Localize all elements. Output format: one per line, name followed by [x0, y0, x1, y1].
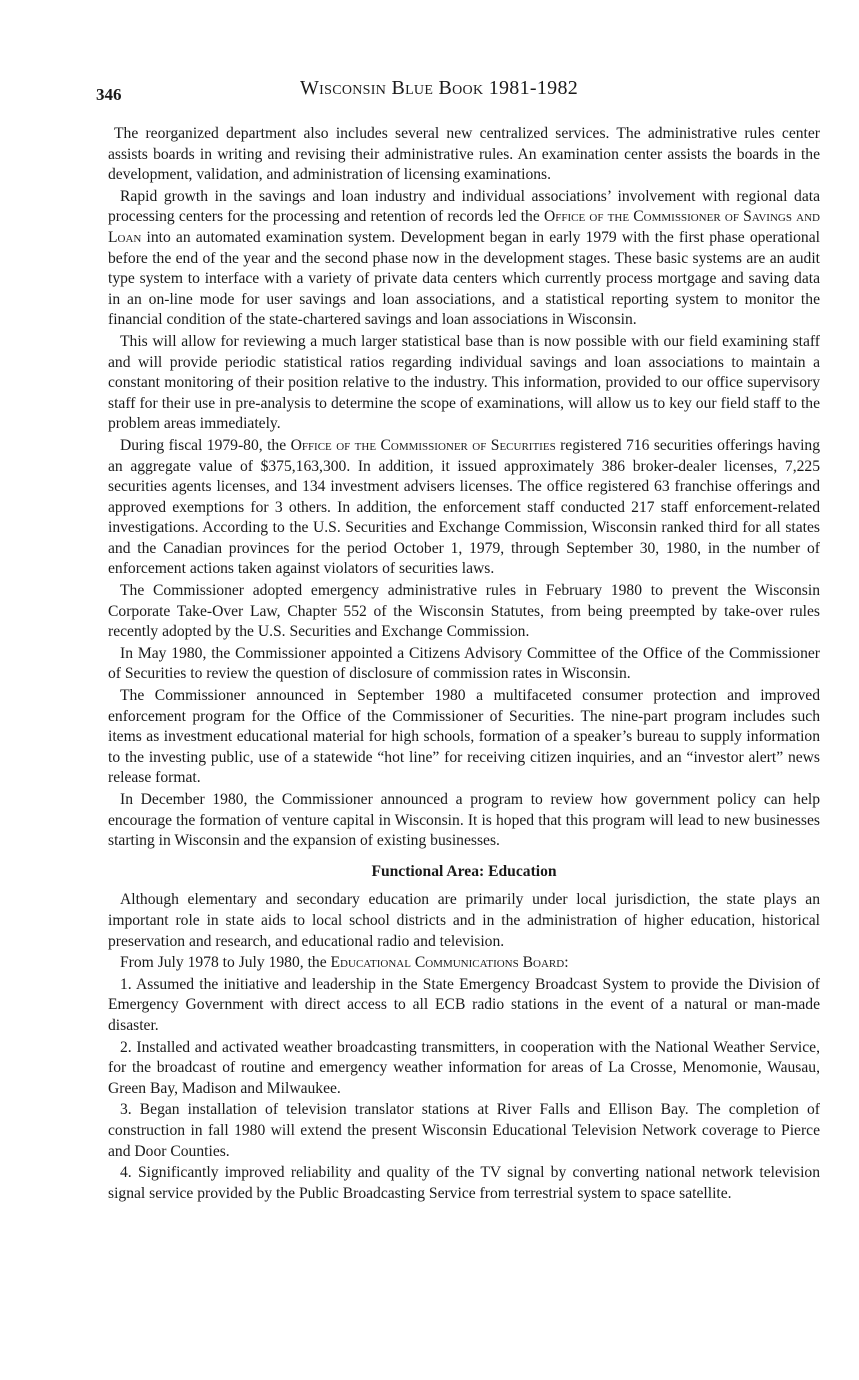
paragraph-education-intro: Although elementary and secondary education are primarily under local jurisdiction, the state plays an important role in state aids to local school districts and in the administration of higher education, historical preservation and research, and educational radio and television.: [108, 891, 820, 950]
running-title-text: Wisconsin Blue Book: [300, 77, 484, 99]
agency-name: Educational Communications Board: [330, 954, 565, 972]
paragraph-consumer-protection: The Commissioner announced in September 1980 a multifaceted consumer protection and improved enforcement program for the Office of the Commissioner of Securities. The nine-part program includes such items as investment educational material for high schools, formation of a speaker’s bureau to supply information to the investing public, use of a statewide “hot line” for receiving citizen inquiries, and an “investor alert” news release format.: [108, 687, 820, 787]
paragraph-text: Rapid growth in the savings and loan industry and individual associations’ involvement with regional data processing centers for the processing and retention of records led the: [108, 187, 820, 226]
running-title-years: 1981-1982: [488, 77, 579, 99]
paragraph-text: From July 1978 to July 1980, the: [120, 954, 331, 972]
paragraph-advisory-committee: In May 1980, the Commissioner appointed a Citizens Advisory Committee of the Office of the Commissioner of Securities to review the question of disclosure of commission rates in Wisconsin.: [108, 644, 820, 683]
section-heading: Functional Area: Education: [371, 862, 557, 880]
paragraph-text: into an automated examination system. Development began in early 1979 with the first phase operational before the end of the year and the second phase now in the development stages. These basic systems are an audit type system to interface with a variety of private data centers which currently process mortgage and saving data in an on-line mode for user savings and loan associations, and a statistical reporting system to monitor the financial condition of the state-chartered savings and loan associations in Wisconsin.: [108, 228, 820, 329]
paragraph-statistical-base: This will allow for reviewing a much larger statistical base than is now possible with our field examining staff and will provide periodic statistical ratios regarding individual savings and loan associations to maintain a constant monitoring of their position relative to the industry. This information, provided to our office supervisory staff for their use in pre-analysis to determine the scope of examinations, will allow us to key our field staff to the problem areas immediately.: [108, 332, 820, 433]
body-text: [108, 124, 820, 1205]
paragraph-text: :: [564, 954, 569, 972]
paragraph-text: During fiscal 1979-80, the: [120, 436, 291, 454]
paragraph-savings-and-loan: [108, 187, 820, 331]
paragraph-reorganized-department: The reorganized department also includes several new centralized services. The administrative rules center assists boards in writing and revising their administrative rules. An examination center assists the boards in the development, validation, and administration of licensing examinations.: [108, 125, 820, 184]
list-item-satellite-signal: 4. Significantly improved reliability and quality of the TV signal by converting national network television signal service provided by the Public Broadcasting Service from terrestrial system to space satellite.: [108, 1164, 820, 1202]
paragraph-securities-fiscal: [108, 436, 820, 580]
list-item-translator-stations: 3. Began installation of television translator stations at River Falls and Ellison Bay. The completion of construction in fall 1980 will extend the present Wisconsin Educational Television Network coverage to Pierce and Door Counties.: [108, 1101, 820, 1160]
running-title: [300, 77, 578, 100]
page-number: 346: [96, 85, 122, 104]
paragraph-emergency-rules: The Commissioner adopted emergency administrative rules in February 1980 to prevent the Wisconsin Corporate Take-Over Law, Chapter 552 of the Wisconsin Statutes, from being preempted by take-over rules recently adopted by the U.S. Securities and Exchange Commission.: [108, 582, 820, 641]
paragraph-venture-capital: In December 1980, the Commissioner announced a program to review how government policy can help encourage the formation of venture capital in Wisconsin. It is hoped that this program will lead to new businesses starting in Wisconsin and the expansion of existing businesses.: [108, 791, 820, 850]
list-item-weather-transmitters: 2. Installed and activated weather broadcasting transmitters, in cooperation with the National Weather Service, for the broadcast of routine and emergency weather information for areas of La Crosse, Menomonie, Wausau, Green Bay, Madison and Milwaukee.: [108, 1038, 820, 1097]
paragraph-text: registered 716 securities offerings having an aggregate value of $375,163,300. In addition, it issued approximately 386 broker-dealer licenses, 7,225 securities agents licenses, and 134 investment advisers licenses. The office registered 63 franchise offerings and approved exemptions for 3 others. In addition, the enforcement staff conducted 217 staff enforcement-related investigations. According to the U.S. Securities and Exchange Commission, Wisconsin ranked third for all states and the Canadian provinces for the period October 1, 1979, through September 30, 1980, in the number of enforcement actions taken against violators of securities laws.: [108, 436, 820, 578]
agency-name: Office of the Commissioner of Securities: [290, 436, 556, 454]
paragraph-ecb-intro: [108, 953, 820, 974]
list-item-emergency-broadcast: 1. Assumed the initiative and leadership in the State Emergency Broadcast System to provide the Division of Emergency Government with direct access to all ECB radio stations in the event of a natural or man-made disaster.: [108, 975, 820, 1034]
agency-name: Office of the Commissioner of Savings and Loan: [108, 208, 821, 246]
